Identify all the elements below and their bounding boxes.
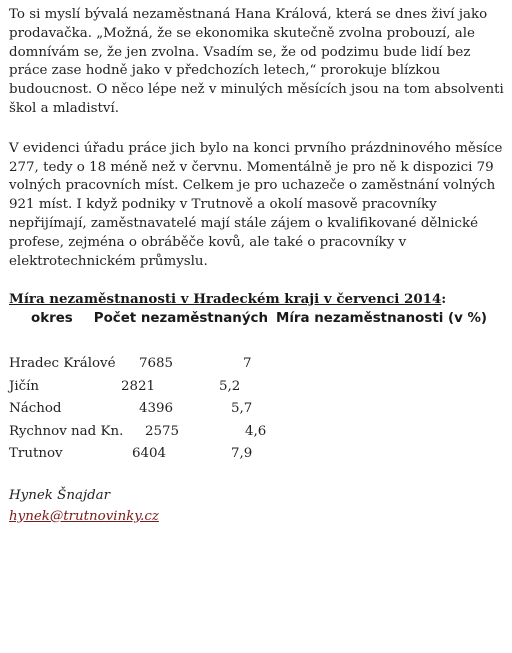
table-row bbox=[9, 378, 505, 401]
author-email-link[interactable]: hynek@trutnovinky.cz bbox=[9, 508, 159, 524]
table-row bbox=[9, 445, 505, 468]
table-heading-text: Míra nezaměstnanosti v Hradeckém kraji v červenci 2014 bbox=[9, 291, 442, 308]
cell-mira: 4,6 bbox=[245, 423, 267, 439]
cell-pocet: 6404 bbox=[132, 446, 167, 462]
cell-mira: 7 bbox=[243, 356, 252, 372]
cell-okres: Jičín bbox=[9, 378, 40, 394]
article-body bbox=[9, 6, 505, 527]
cell-mira: 5,7 bbox=[231, 401, 253, 417]
paragraph-2: V evidenci úřadu práce jich bylo na konci prvního prázdninového měsíce 277, tedy o 18 méně než v červnu. Momentálně je pro ně k dispozici 79 volných pracovních míst. Celkem je pro uchazeče o zaměstnání volných 921 míst. I když podniky v Trutnově a okolí masově pracovníky nepřijímají, zaměstnavatelé mají stále zájem o kvalifikované dělnické profese, zejména o obráběče kovů, ale také o pracovníky v elektrotechnickém průmyslu. bbox=[9, 140, 503, 269]
table-column-headers bbox=[9, 309, 505, 329]
cell-mira: 5,2 bbox=[219, 378, 241, 394]
cell-pocet: 2575 bbox=[145, 423, 180, 439]
cell-okres: Trutnov bbox=[9, 446, 63, 462]
cell-okres: Rychnov nad Kn. bbox=[9, 423, 124, 439]
column-header-mira: Míra nezaměstnanosti (v %) bbox=[276, 311, 488, 327]
data-table bbox=[9, 355, 505, 468]
cell-pocet: 2821 bbox=[121, 378, 156, 394]
signature bbox=[9, 485, 505, 527]
author-name: Hynek Šnajdar bbox=[9, 487, 111, 503]
cell-pocet: 4396 bbox=[139, 401, 174, 417]
table-heading bbox=[9, 290, 505, 309]
column-header-pocet: Počet nezaměstnaných bbox=[93, 311, 269, 327]
table-heading-suffix: : bbox=[441, 291, 447, 308]
table-row bbox=[9, 400, 505, 423]
table-row bbox=[9, 423, 505, 446]
cell-pocet: 7685 bbox=[139, 356, 174, 372]
cell-okres: Náchod bbox=[9, 401, 62, 417]
cell-mira: 7,9 bbox=[231, 446, 253, 462]
paragraph-1: To si myslí bývalá nezaměstnaná Hana Králová, která se dnes živí jako prodavačka. „Možná, že se ekonomika skutečně zvolna probouzí, ale domnívám se, že jen zvolna. Vsadím se, že od podzimu bude lidí bez práce zase hodně jako v předchozích letech,“ prorokuje blízkou budoucnost. O něco lépe než v minulých měsících jsou na tom absolventi škol a mladiství. bbox=[9, 7, 504, 116]
cell-okres: Hradec Králové bbox=[9, 356, 116, 372]
table-row bbox=[9, 355, 505, 378]
column-header-okres: okres bbox=[31, 311, 73, 327]
